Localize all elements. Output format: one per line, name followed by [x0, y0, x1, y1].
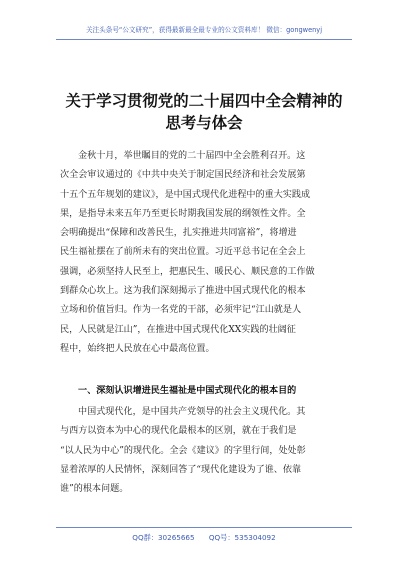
- footer-qq-number: QQ号：535304092: [208, 533, 276, 542]
- paragraph-1-line: 果，是指导未来五年乃至更长时期我国发展的纲领性文件。全: [60, 208, 306, 219]
- footer: [0, 533, 408, 543]
- title-line-1: 关于学习贯彻党的二十届四中全会精神的: [65, 92, 343, 110]
- paragraph-1-line: 民，人民就是江山”，在推进中国式现代化XX实践的壮阔征: [60, 324, 296, 335]
- paragraph-1-line: 会明确提出“保障和改善民生，扎实推进共同富裕”，将增进: [60, 228, 297, 239]
- header-note: 关注头条号“公文研究”，获得最新最全最专业的公文资料库！ 微信：gongwenyj: [85, 26, 323, 34]
- paragraph-1-line: 程中，始终把人民放在心中最高位置。: [60, 343, 215, 354]
- footer-divider: [56, 527, 352, 528]
- footer-qq-group: QQ群：30265665: [132, 533, 195, 542]
- paragraph-2-line: “以人民为中心”的现代化。全会《建议》的字里行间，处处彰: [60, 445, 306, 456]
- paragraph-1-line: 十五个五年规划的建议》，是中国式现代化进程中的重大实践成: [60, 189, 311, 200]
- title-line-2: 思考与体会: [165, 114, 243, 132]
- header-divider: [56, 39, 352, 40]
- paragraph-1: [60, 147, 348, 359]
- paragraph-1-line: 立场和价值旨归。作为一名党的干部，必须牢记“江山就是人: [60, 305, 302, 316]
- paragraph-1-line: 次全会审议通过的《中共中央关于制定国民经济和社会发展第: [60, 170, 306, 181]
- paragraph-2-line: 显着浓厚的人民情怀，深刻回答了“现代化建设为了谁、依靠: [60, 464, 302, 475]
- paragraph-2-line: 谁”的根本问题。: [60, 484, 129, 495]
- paragraph-2-line: 中国式现代化，是中国共产党领导的社会主义现代化。其: [78, 407, 306, 417]
- paragraph-1-line: 民生福祉摆在了前所未有的突出位置。习近平总书记在全会上: [60, 247, 306, 258]
- section-heading-1: 一、深刻认识增进民生福祉是中国式现代化的根本目的: [78, 386, 297, 396]
- paragraph-1-line: 强调，必须坚持人民至上，把惠民生、暖民心、顺民意的工作做: [60, 266, 315, 277]
- document-title: [60, 90, 348, 134]
- paragraph-2: [60, 403, 348, 499]
- paragraph-1-line: 金秋十月，举世瞩目的党的二十届四中全会胜利召开。这: [78, 151, 306, 161]
- paragraph-1-line: 到群众心坎上。这为我们深刻揭示了推进中国式现代化的根本: [60, 286, 306, 297]
- paragraph-2-line: 与西方以资本为中心的现代化最根本的区别，就在于我们是: [60, 426, 297, 437]
